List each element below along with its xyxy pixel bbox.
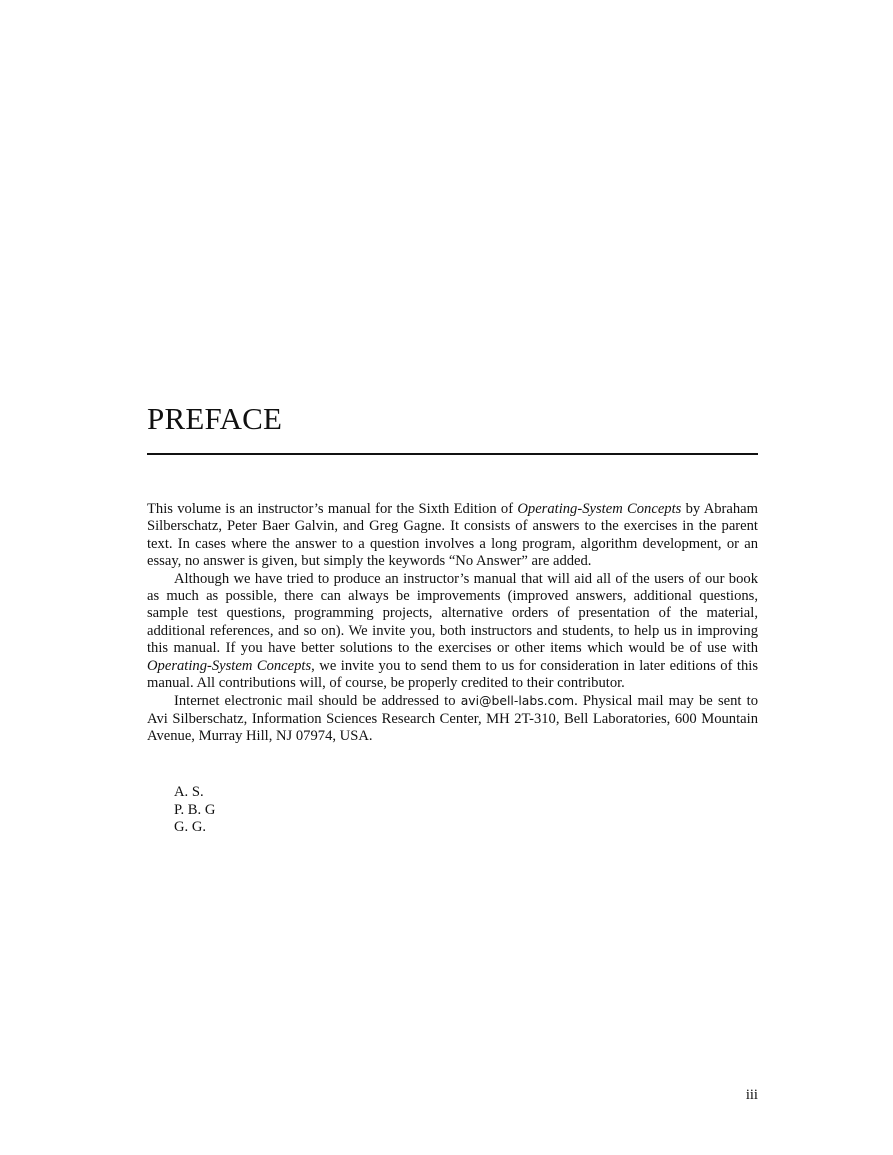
book-title-italic: Operating-System Concepts [147, 657, 312, 674]
paragraph-1 [147, 501, 758, 571]
title-rule [147, 453, 758, 455]
paragraph-1-text-b: by Abraham Silberschatz, Peter Baer Galvin, and Greg Gagne. It consists of answers to the exercises in the parent text. In cases where the answer to a question involves a long program, algorithm development, or an essay, no answer is given, but simply the keywords “No Answer” are added. [147, 501, 759, 570]
paragraph-3-text-a: Internet electronic mail should be addressed to [174, 693, 461, 710]
initials-line: P. B. G [174, 801, 216, 818]
paragraph-1-text-a: This volume is an instructor’s manual for the Sixth Edition of [147, 501, 518, 517]
paragraph-2-text-b: , we invite you to send them to us for consideration in later editions of this manual. All contributions will, of course, be properly credited to their contributor. [147, 657, 758, 692]
email-address[interactable]: avi@bell-labs.com [460, 693, 575, 709]
page-number: iii [745, 1087, 758, 1103]
paragraph-3-text-b: . Physical mail may be sent to Avi Silberschatz, Information Sciences Research Center, MH 2T-310, Bell Laboratories, 600 Mountain Avenue, Murray Hill, NJ 07974, USA. [147, 693, 758, 745]
initials-line: A. S. [174, 784, 204, 800]
paragraph-2 [147, 571, 758, 693]
book-title-italic: Operating-System Concepts [517, 501, 682, 517]
author-initials [174, 784, 215, 837]
initials-line: G. G. [174, 819, 207, 836]
paragraph-2-text-a: Although we have tried to produce an instructor’s manual that will aid all of the users of our book as much as possible, there can always be improvements (improved answers, additional questions, sample test questions, programming projects, alternative orders of presentation of the material, additional references, and so on). We invite you, both instructors and students, to help us in improving this manual. If you have better solutions to the exercises or other items which would be of use with [147, 570, 758, 657]
paragraph-3 [147, 692, 758, 745]
preface-body [147, 501, 758, 746]
page-title: PREFACE [147, 401, 283, 436]
